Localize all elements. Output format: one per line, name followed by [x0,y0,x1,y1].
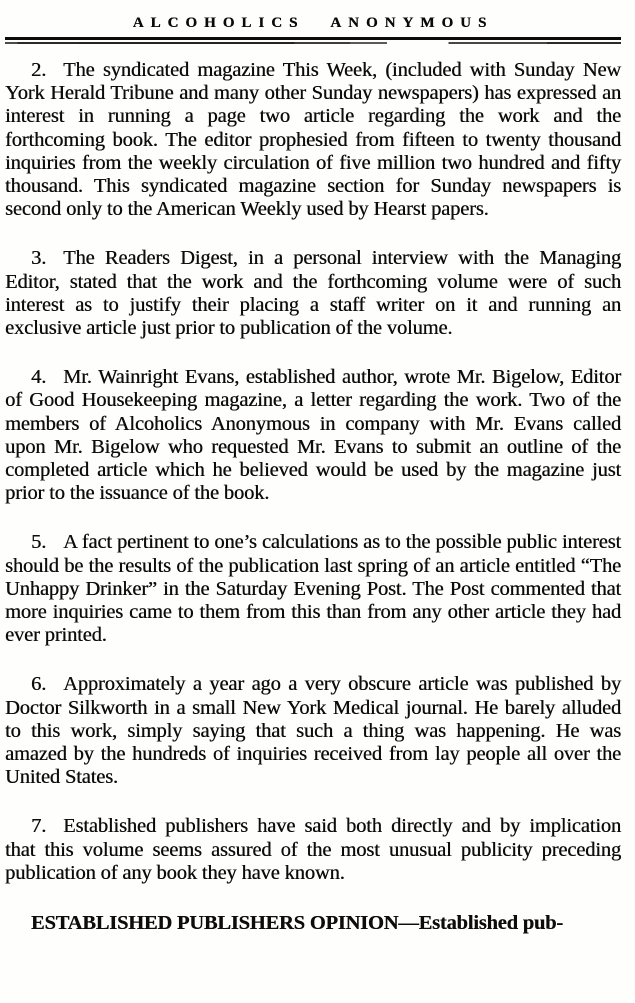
running-header-title: ALCOHOLICS ANONYMOUS [132,15,494,31]
paragraph-3 [5,247,621,340]
header-rule [5,37,621,44]
paragraph-2-number: 2. [31,59,47,81]
paragraph-3-text: The Readers Digest, in a personal interview with the Managing Editor, stated that the work and the forthcoming volume were of such interest as to justify their placing a staff writer on it and running an exclusive article just prior to publication of the volume. [5,247,621,340]
paragraph-4-number: 4. [31,366,47,389]
paragraph-4-text: Mr. Wainright Evans, established author, wrote Mr. Bigelow, Editor of Good Housekeeping magazine, a letter regarding the work. Two of the members of Alcoholics Anonymous in company with Mr. Evans called upon Mr. Bigelow who requested Mr. Evans to submit an outline of the completed article which he believed would be used by the magazine just prior to the issuance of the book. [5,366,621,505]
paragraph-3-number: 3. [31,247,47,270]
paragraph-7 [5,815,621,885]
page-header [5,15,621,44]
page-body [5,59,621,935]
paragraph-5 [5,531,621,647]
paragraph-2 [5,59,621,221]
paragraph-4 [5,366,621,505]
paragraph-2-text: The syndicated magazine This Week, (included with Sunday New York Herald Tribune and many other Sunday newspapers) has expressed an interest in running a page two article regarding the work and the forthcoming book. The editor prophesied from fifteen to twenty thousand inquiries from the weekly circulation of five million two hundred and fifty thousand. This syndicated magazine section for Sunday newspapers is second only to the American Weekly used by Hearst papers. [5,59,621,221]
section-heading: ESTABLISHED PUBLISHERS OPINION—Established pub- [31,912,563,935]
paragraph-6-text: Approximately a year ago a very obscure article was published by Doctor Silkworth in a small New York Medical journal. He barely alluded to this work, simply saying that such a thing was happening. He was amazed by the hundreds of inquiries received from lay people all over the United States. [5,673,621,789]
paragraph-6 [5,673,621,789]
paragraph-7-number: 7. [31,815,47,838]
paragraph-5-number: 5. [31,531,47,554]
paragraph-5-text: A fact pertinent to one’s calculations as to the possible public interest should be the results of the publication last spring of an article entitled “The Unhappy Drinker” in the Saturday Evening Post. The Post commented that more inquiries came to them from this than from any other article they had ever printed. [5,531,621,647]
paragraph-6-number: 6. [31,673,47,696]
paragraph-7-text: Established publishers have said both directly and by implication that this volume seems assured of the most unusual publicity preceding publication of any book they have known. [5,815,621,884]
